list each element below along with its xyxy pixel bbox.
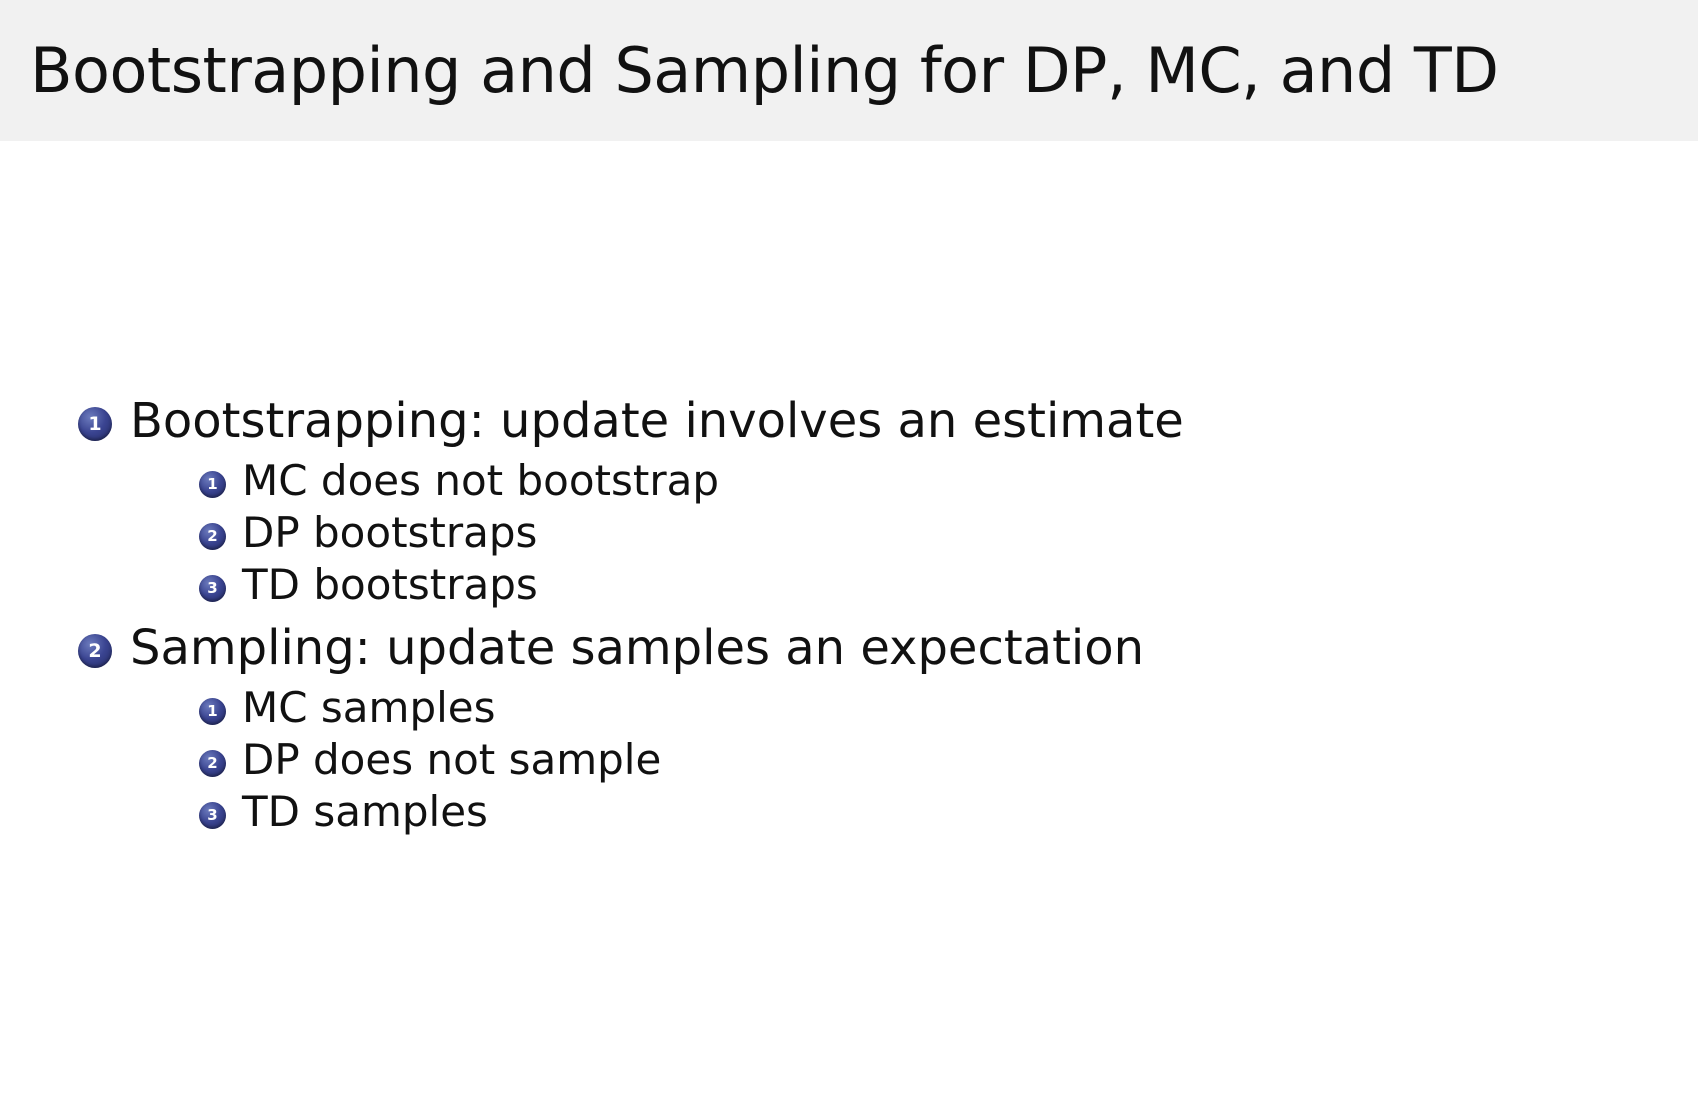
list-item: [0, 619, 1698, 836]
numbered-bullet-icon: 2: [78, 634, 112, 668]
outline-sublist: [0, 457, 1698, 608]
outline-subrow: [0, 561, 1698, 608]
outline-subrow: [0, 788, 1698, 835]
list-item: [0, 457, 1698, 504]
outline-subitem-label: TD bootstraps: [242, 559, 538, 609]
outline-subrow: [0, 457, 1698, 504]
slide-content: [0, 395, 1698, 849]
list-item: [0, 561, 1698, 608]
outline-subitem-label: TD samples: [242, 786, 488, 836]
numbered-bullet-icon: 2: [199, 523, 226, 550]
numbered-bullet-icon: 1: [199, 698, 226, 725]
outline-item-label: Sampling: update samples an expectation: [130, 619, 1145, 676]
outline-item-label: Bootstrapping: update involves an estimate: [130, 393, 1184, 449]
numbered-bullet-icon: 3: [199, 575, 226, 602]
list-item: [0, 395, 1698, 608]
outline-row: [0, 619, 1698, 676]
numbered-bullet-icon: 1: [78, 407, 112, 441]
numbered-bullet-icon: 2: [199, 750, 226, 777]
outline-subitem-label: MC does not bootstrap: [242, 455, 720, 505]
list-item: [0, 736, 1698, 783]
numbered-bullet-icon: 3: [199, 802, 226, 829]
outline-list: [0, 395, 1698, 835]
outline-subrow: [0, 509, 1698, 556]
outline-subitem-label: DP does not sample: [242, 734, 662, 784]
list-item: [0, 684, 1698, 731]
outline-subitem-label: MC samples: [242, 682, 496, 732]
slide-title-bar: [0, 0, 1698, 141]
outline-subrow: [0, 684, 1698, 731]
list-item: [0, 788, 1698, 835]
outline-subrow: [0, 736, 1698, 783]
numbered-bullet-icon: 1: [199, 471, 226, 498]
outline-row: [0, 395, 1698, 449]
list-item: [0, 509, 1698, 556]
page-title: Bootstrapping and Sampling for DP, MC, and TD: [30, 33, 1499, 107]
outline-subitem-label: DP bootstraps: [242, 507, 538, 557]
outline-sublist: [0, 684, 1698, 835]
